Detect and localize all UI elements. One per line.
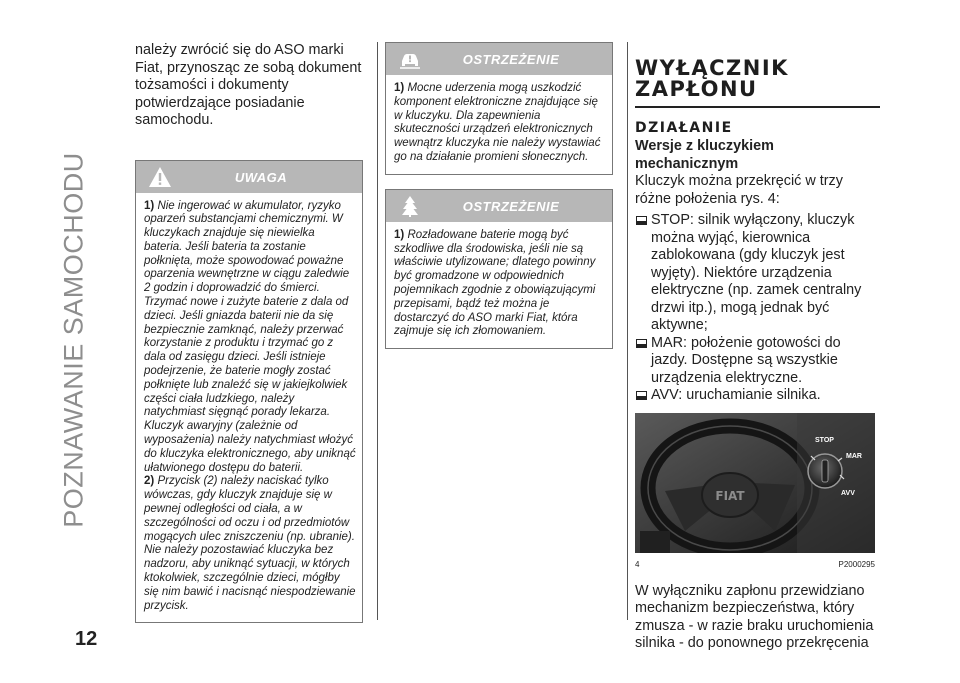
list-item: MAR: położenie gotowości do jazdy. Dostępne są wszystkie urządzenia elektryczne. (635, 335, 880, 388)
caution-item: 1) Mocne uderzenia mogą uszkodzić komponent elektroniczne znajdujące się w kluczyku. Dla zapewnienia skuteczności urządzeń elektronicznych wewnątrz kluczyka nie należy wystawiać go na działanie promieni słonecznych. (394, 82, 601, 163)
column-divider (627, 42, 628, 620)
bullet-square-icon (636, 216, 647, 225)
caution-box-header (386, 190, 612, 222)
subsubheading: Wersje z kluczykiem mechanicznym (635, 138, 774, 172)
section-heading: WYŁĄCZNIK ZAPŁONU (635, 56, 789, 101)
warning-box (135, 160, 363, 624)
list-item: STOP: silnik wyłączony, kluczyk można wyjąć, kierownica zablokowana (gdy kluczyk jest wyjęty). Niektóre urządzenia elektryczne (np. zamek centralny drzwi itp.), mogą jednak być aktywne; (635, 212, 880, 335)
warning-item: 1) Nie ingerować w akumulator, ryzyko oparzeń substancjami chemicznymi. W kluczykach znajduje się niewielka bateria. Jeśli bateria ta zostanie połknięta, może spowodować poważne oparzenia wewnętrzne w ciągu zaledwie 2 godzin i doprowadzić do śmierci. Trzymać nowe i zużyte baterie z dala od dzieci. Jeśli gniazda baterii nie da się bezpiecznie zamknąć, należy przerwać korzystanie z produktu i trzymać go z dala od zasięgu dzieci. Jeśli istnieje podejrzenie, że baterie mogły zostać połknięte lub znaleźć się w jakiejkolwiek części ciała ludzkiego, należy natychmiast sięgnąć porady lekarza. Kluczyk awaryjny (zależnie od wyposażenia) należy natychmiast włożyć do kluczyka elektronicznego, aby uniknąć ułatwionego dostępu do baterii. (144, 199, 356, 474)
warning-item: 2) Przycisk (2) należy naciskać tylko wówczas, gdy kluczyk znajduje się w pewnej odległości od ciała, a w szczególności od oczu i od przedmiotów mogących ulec zniszczeniu (np. ubranie). Nie należy pozostawiać kluczyka bez nadzoru, aby uniknąć sytuacji, w których ktokolwiek, szczególnie dzieci, mógłby się nim bawić i nacisnąć niespodziewanie przycisk. (144, 475, 356, 612)
caution-box-title: OSTRZEŻENIE (462, 198, 560, 214)
bullet-square-icon (636, 391, 647, 400)
page-number: 12 (75, 628, 98, 650)
warning-box-body (136, 193, 362, 623)
caution-box-body (386, 75, 612, 174)
intro-paragraph: należy zwrócić się do ASO marki Fiat, przynosząc ze sobą dokument tożsamości i dokumenty potwierdzające posiadanie samochodu. (135, 42, 362, 128)
caution-box-2 (385, 189, 613, 349)
caution-item: 1) Rozładowane baterie mogą być szkodliwe dla środowiska, jeśli nie są właściwie utylizowane; dlatego powinny być gromadzone w odpowiednich pojemnikach zgodnie z obowiązującymi przepisami, bądź też można je dostarczyć do ASO marki Fiat, która zajmuje się ich złomowaniem. (394, 228, 596, 338)
column-right (635, 58, 880, 653)
column-middle (385, 42, 613, 349)
stop-label: STOP (815, 436, 834, 444)
steering-wheel-illustration (635, 413, 875, 553)
caution-box-header (386, 43, 612, 75)
caution-box-1 (385, 42, 613, 175)
caution-box-body (386, 222, 612, 348)
caution-box-title: OSTRZEŻENIE (462, 52, 560, 67)
svg-text:FIAT: FIAT (715, 488, 745, 503)
warning-box-title: UWAGA (234, 169, 288, 185)
column-left (135, 42, 363, 623)
column-divider (377, 42, 378, 620)
outro-paragraph: W wyłączniku zapłonu przewidziano mechanizm bezpieczeństwa, który zmusza - w razie braku uruchomienia silnika - do ponownego przekręcenia (635, 582, 874, 651)
ignition-figure (635, 413, 875, 583)
list-item: AVV: uruchamianie silnika. (635, 387, 880, 405)
heading-rule (635, 106, 880, 108)
figure-code: P2000295 (838, 559, 875, 569)
warning-box-header (136, 161, 362, 193)
section-side-title: POZNAWANIE SAMOCHODU (58, 152, 89, 528)
subheading: DZIAŁANIE (635, 120, 733, 136)
figure-number: 4 (635, 559, 640, 569)
bullet-square-icon (636, 339, 647, 348)
intro-paragraph: Kluczyk można przekręcić w trzy różne położenia rys. 4: (635, 173, 843, 207)
figure-caption (635, 560, 875, 570)
mar-label: MAR (846, 452, 862, 460)
avv-label: AVV (841, 489, 855, 497)
